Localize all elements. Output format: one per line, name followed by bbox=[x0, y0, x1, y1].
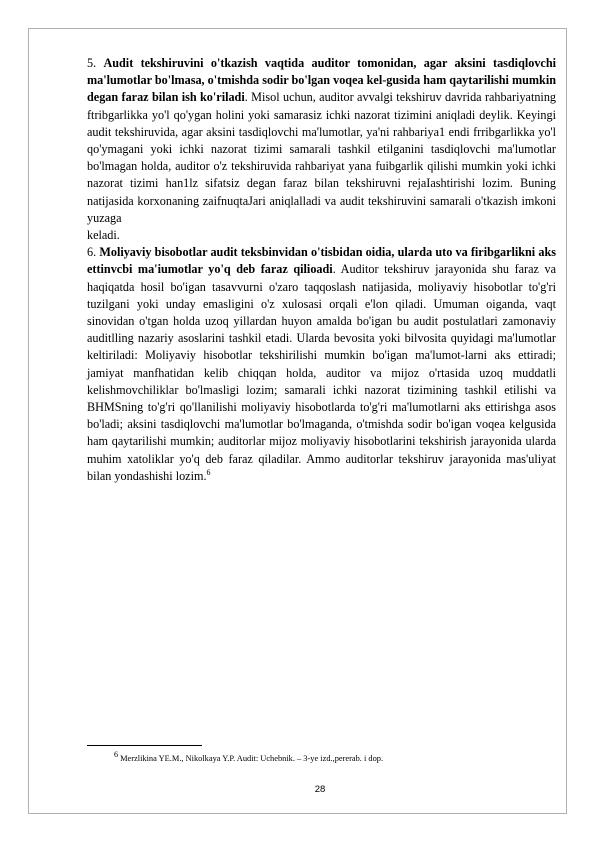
footnote-number: 6 bbox=[114, 750, 118, 760]
paragraph-heading: Audit tekshiruvini o'tkazish vaqtida auditor tomonidan, agar aksini tasdiqlovchi ma'lumotlar bo'lmasa, o'tmishda sodir bo'lgan voqea kel-gusida ham qaytarilishi mumkin degan faraz bilan ish ko'riladi bbox=[87, 56, 556, 105]
footnote-text: Merzlikina YE.M., Nikolkaya Y.P. Audit: Uchebnik. – 3-ye izd.,pererab. i dop. bbox=[120, 754, 384, 763]
footnote bbox=[114, 750, 554, 764]
heading-period: . bbox=[244, 90, 248, 105]
footnote-divider bbox=[87, 745, 202, 746]
document-body bbox=[87, 55, 556, 485]
paragraph-number: 6. bbox=[87, 245, 97, 260]
paragraph-body: Auditor tekshiruv jarayonida shu faraz va haqiqatda hosil bo'igan tasavvurni o'zaro taqqoslash natijasida, moliyaviy hisobotlar to'g'ri tuzilgani yoki unday emasligini o'z xulosasi orqali e'lon qiladi. Umuman oiganda, vaqt sinovidan o'tgan holda uzoq yillardan huyon amalda bo'igan bu audit postulatlari zamonaviy auditlling nazariy asoslarini tashkil etadi. Ularda bevosita yoki bilvosita quyidagi ma'lumotlar keltiriladi: Moliyaviy hisobotlar tekshirilishi mumkin bo'igan ma'lumot-larni aks ettiradi; jamiyat manfhatidan kelib chiqqan holda, auditor va mijoz o'rtasida uzoq muddatli kelishmovchiliklar bo'lmasligi lozim; samarali ichki nazorat tizimining tashkil etilishi va BHMSning to'g'ri qo'llanilishi moliyaviy hisobotlarda to'g'ri ma'lumotlarni aks ettirishga asos bo'ladi; aksini tasdiqlovchi ma'lumotlar bo'lmaganda, o'tmishda sodir bo'igan voqea kelgusida ham qaytarilishi mumkin; auditorlar mijoz moliyaviy hisobotlarini tekshirish jarayonida ularda muhim xatoliklar yo'q deb faraz qiladilar. Ammo auditorlar tekshiruv jarayonida mas'uliyat bilan yondashishi lozim. bbox=[87, 262, 557, 483]
paragraph-tail: keladi. bbox=[87, 228, 120, 243]
paragraph-6 bbox=[87, 244, 556, 485]
heading-period: . bbox=[332, 262, 336, 277]
page-number: 28 bbox=[314, 784, 326, 795]
paragraph-number: 5. bbox=[87, 56, 97, 70]
footnote-reference[interactable]: 6 bbox=[206, 467, 211, 477]
paragraph-heading: Moliyaviy bisobotlar audit teksbinvidan o'tisbidan oidia, ularda uto va firibgarlikni aks ettinvcbi ma'iumotlar yo'q deb faraz qilioadi bbox=[87, 245, 557, 277]
paragraph-5 bbox=[87, 55, 556, 244]
paragraph-body: Misol uchun, auditor avvalgi tekshiruv davrida rahbariyatning ftribgarlikka yo'l qo'ygan holini yoki samarasiz ichki nazorat tizimini aniqladi deylik. Keyingi audit tekshiruvida, agar aksini tasdiqlovchi ma'lumotlar, ya'ni rahbariya1 endi frribgarlikka yo'l qo'ymagani yoki ichki nazorat tizimi samarali tashkil etilganini tasdiqlovchi ma'lumotlar bo'lmagan holda, auditor o'z tekshiruvida rahbariyat yana fuibgarlik qilishi mumkin yoki ichki nazorat tizimi han1lz sifatsiz degan faraz bilan tekshiruvni rejaIashtirishi lozim. Buning natijasida korxonaning zaifnuqtaJari aniqlalladi va audit tekshiruvini samarali o'tkazish imkoni yuzaga bbox=[87, 90, 557, 225]
